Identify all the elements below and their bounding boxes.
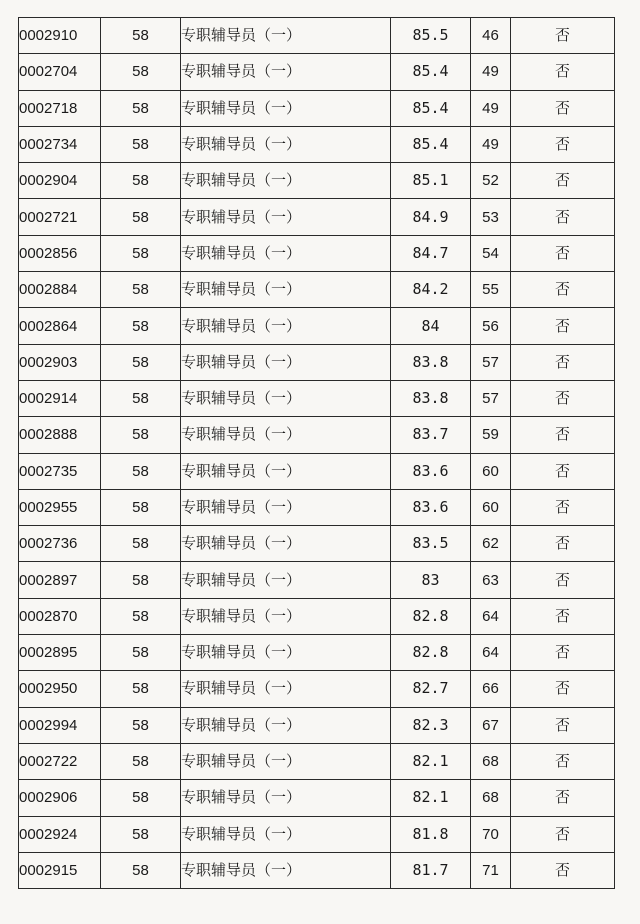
score-cell: 83.6 [391,453,471,489]
candidate-id-cell: 0002734 [19,126,101,162]
position-name-cell: 专职辅导员（一） [181,635,391,671]
status-cell: 否 [511,780,615,816]
position-code-cell: 58 [101,780,181,816]
position-code-cell: 58 [101,635,181,671]
table-row [19,780,615,816]
rank-cell: 55 [471,272,511,308]
table-row [19,671,615,707]
table-row [19,743,615,779]
candidate-id-cell: 0002864 [19,308,101,344]
rank-cell: 60 [471,489,511,525]
candidate-id-cell: 0002704 [19,54,101,90]
position-name-cell: 专职辅导员（一） [181,562,391,598]
rank-cell: 53 [471,199,511,235]
position-code-cell: 58 [101,126,181,162]
table-row [19,707,615,743]
position-name-cell: 专职辅导员（一） [181,126,391,162]
position-name-cell: 专职辅导员（一） [181,199,391,235]
position-code-cell: 58 [101,598,181,634]
rank-cell: 49 [471,126,511,162]
position-name-cell: 专职辅导员（一） [181,526,391,562]
status-cell: 否 [511,852,615,888]
rank-cell: 46 [471,18,511,54]
score-cell: 81.8 [391,816,471,852]
candidate-id-cell: 0002718 [19,90,101,126]
rank-cell: 60 [471,453,511,489]
position-code-cell: 58 [101,90,181,126]
position-name-cell: 专职辅导员（一） [181,417,391,453]
status-cell: 否 [511,272,615,308]
status-cell: 否 [511,344,615,380]
table-row [19,344,615,380]
table-row [19,126,615,162]
position-code-cell: 58 [101,562,181,598]
rank-cell: 68 [471,780,511,816]
position-code-cell: 58 [101,199,181,235]
position-name-cell: 专职辅导员（一） [181,743,391,779]
score-cell: 84.7 [391,235,471,271]
table-row [19,489,615,525]
score-cell: 83.5 [391,526,471,562]
score-cell: 82.8 [391,598,471,634]
position-code-cell: 58 [101,272,181,308]
candidate-id-cell: 0002870 [19,598,101,634]
position-code-cell: 58 [101,344,181,380]
candidate-id-cell: 0002895 [19,635,101,671]
table-row [19,90,615,126]
position-code-cell: 58 [101,852,181,888]
score-cell: 83.6 [391,489,471,525]
table-row [19,18,615,54]
score-cell: 85.5 [391,18,471,54]
candidate-id-cell: 0002736 [19,526,101,562]
table-row [19,852,615,888]
status-cell: 否 [511,417,615,453]
position-name-cell: 专职辅导员（一） [181,489,391,525]
position-code-cell: 58 [101,380,181,416]
position-code-cell: 58 [101,54,181,90]
status-cell: 否 [511,18,615,54]
position-code-cell: 58 [101,453,181,489]
rank-cell: 54 [471,235,511,271]
position-name-cell: 专职辅导员（一） [181,380,391,416]
candidate-id-cell: 0002721 [19,199,101,235]
status-cell: 否 [511,489,615,525]
candidate-id-cell: 0002904 [19,163,101,199]
rank-cell: 57 [471,380,511,416]
score-cell: 81.7 [391,852,471,888]
rank-cell: 49 [471,90,511,126]
position-code-cell: 58 [101,18,181,54]
status-cell: 否 [511,308,615,344]
score-cell: 84.9 [391,199,471,235]
candidate-id-cell: 0002884 [19,272,101,308]
position-code-cell: 58 [101,235,181,271]
score-cell: 83.8 [391,344,471,380]
score-cell: 85.4 [391,126,471,162]
position-name-cell: 专职辅导员（一） [181,671,391,707]
score-cell: 85.1 [391,163,471,199]
table-row [19,235,615,271]
status-cell: 否 [511,526,615,562]
candidate-id-cell: 0002994 [19,707,101,743]
table-row [19,380,615,416]
candidate-id-cell: 0002910 [19,18,101,54]
table-row [19,54,615,90]
position-name-cell: 专职辅导员（一） [181,707,391,743]
table-row [19,308,615,344]
position-name-cell: 专职辅导员（一） [181,18,391,54]
table-row [19,526,615,562]
position-code-cell: 58 [101,707,181,743]
position-code-cell: 58 [101,743,181,779]
rank-cell: 71 [471,852,511,888]
position-code-cell: 58 [101,489,181,525]
rank-cell: 57 [471,344,511,380]
position-name-cell: 专职辅导员（一） [181,54,391,90]
status-cell: 否 [511,635,615,671]
rank-cell: 52 [471,163,511,199]
status-cell: 否 [511,671,615,707]
rank-cell: 66 [471,671,511,707]
rank-cell: 70 [471,816,511,852]
table-row [19,635,615,671]
table-row [19,272,615,308]
status-cell: 否 [511,816,615,852]
score-cell: 84 [391,308,471,344]
status-cell: 否 [511,743,615,779]
position-code-cell: 58 [101,163,181,199]
candidate-id-cell: 0002914 [19,380,101,416]
rank-cell: 49 [471,54,511,90]
rank-cell: 59 [471,417,511,453]
position-code-cell: 58 [101,671,181,707]
candidate-id-cell: 0002950 [19,671,101,707]
position-name-cell: 专职辅导员（一） [181,344,391,380]
position-name-cell: 专职辅导员（一） [181,453,391,489]
position-name-cell: 专职辅导员（一） [181,235,391,271]
position-name-cell: 专职辅导员（一） [181,272,391,308]
candidate-id-cell: 0002906 [19,780,101,816]
status-cell: 否 [511,380,615,416]
score-cell: 82.3 [391,707,471,743]
score-cell: 85.4 [391,90,471,126]
table-row [19,453,615,489]
status-cell: 否 [511,199,615,235]
table-row [19,163,615,199]
position-name-cell: 专职辅导员（一） [181,816,391,852]
candidate-id-cell: 0002897 [19,562,101,598]
results-table [18,17,615,889]
table-row [19,199,615,235]
table-row [19,562,615,598]
rank-cell: 56 [471,308,511,344]
score-cell: 83.7 [391,417,471,453]
score-cell: 83.8 [391,380,471,416]
score-cell: 83 [391,562,471,598]
status-cell: 否 [511,562,615,598]
candidate-id-cell: 0002735 [19,453,101,489]
status-cell: 否 [511,598,615,634]
position-name-cell: 专职辅导员（一） [181,90,391,126]
status-cell: 否 [511,453,615,489]
candidate-id-cell: 0002924 [19,816,101,852]
score-cell: 84.2 [391,272,471,308]
position-code-cell: 58 [101,526,181,562]
position-name-cell: 专职辅导员（一） [181,308,391,344]
position-name-cell: 专职辅导员（一） [181,780,391,816]
score-cell: 82.1 [391,743,471,779]
score-cell: 82.8 [391,635,471,671]
candidate-id-cell: 0002903 [19,344,101,380]
status-cell: 否 [511,54,615,90]
position-code-cell: 58 [101,816,181,852]
rank-cell: 64 [471,635,511,671]
position-code-cell: 58 [101,417,181,453]
status-cell: 否 [511,90,615,126]
status-cell: 否 [511,235,615,271]
table-row [19,598,615,634]
rank-cell: 63 [471,562,511,598]
position-name-cell: 专职辅导员（一） [181,163,391,199]
rank-cell: 62 [471,526,511,562]
position-code-cell: 58 [101,308,181,344]
candidate-id-cell: 0002915 [19,852,101,888]
status-cell: 否 [511,163,615,199]
results-table-body [19,18,615,889]
score-cell: 85.4 [391,54,471,90]
rank-cell: 68 [471,743,511,779]
table-row [19,417,615,453]
candidate-id-cell: 0002856 [19,235,101,271]
rank-cell: 64 [471,598,511,634]
score-cell: 82.1 [391,780,471,816]
candidate-id-cell: 0002955 [19,489,101,525]
score-cell: 82.7 [391,671,471,707]
rank-cell: 67 [471,707,511,743]
position-name-cell: 专职辅导员（一） [181,598,391,634]
status-cell: 否 [511,707,615,743]
candidate-id-cell: 0002722 [19,743,101,779]
candidate-id-cell: 0002888 [19,417,101,453]
status-cell: 否 [511,126,615,162]
position-name-cell: 专职辅导员（一） [181,852,391,888]
table-row [19,816,615,852]
